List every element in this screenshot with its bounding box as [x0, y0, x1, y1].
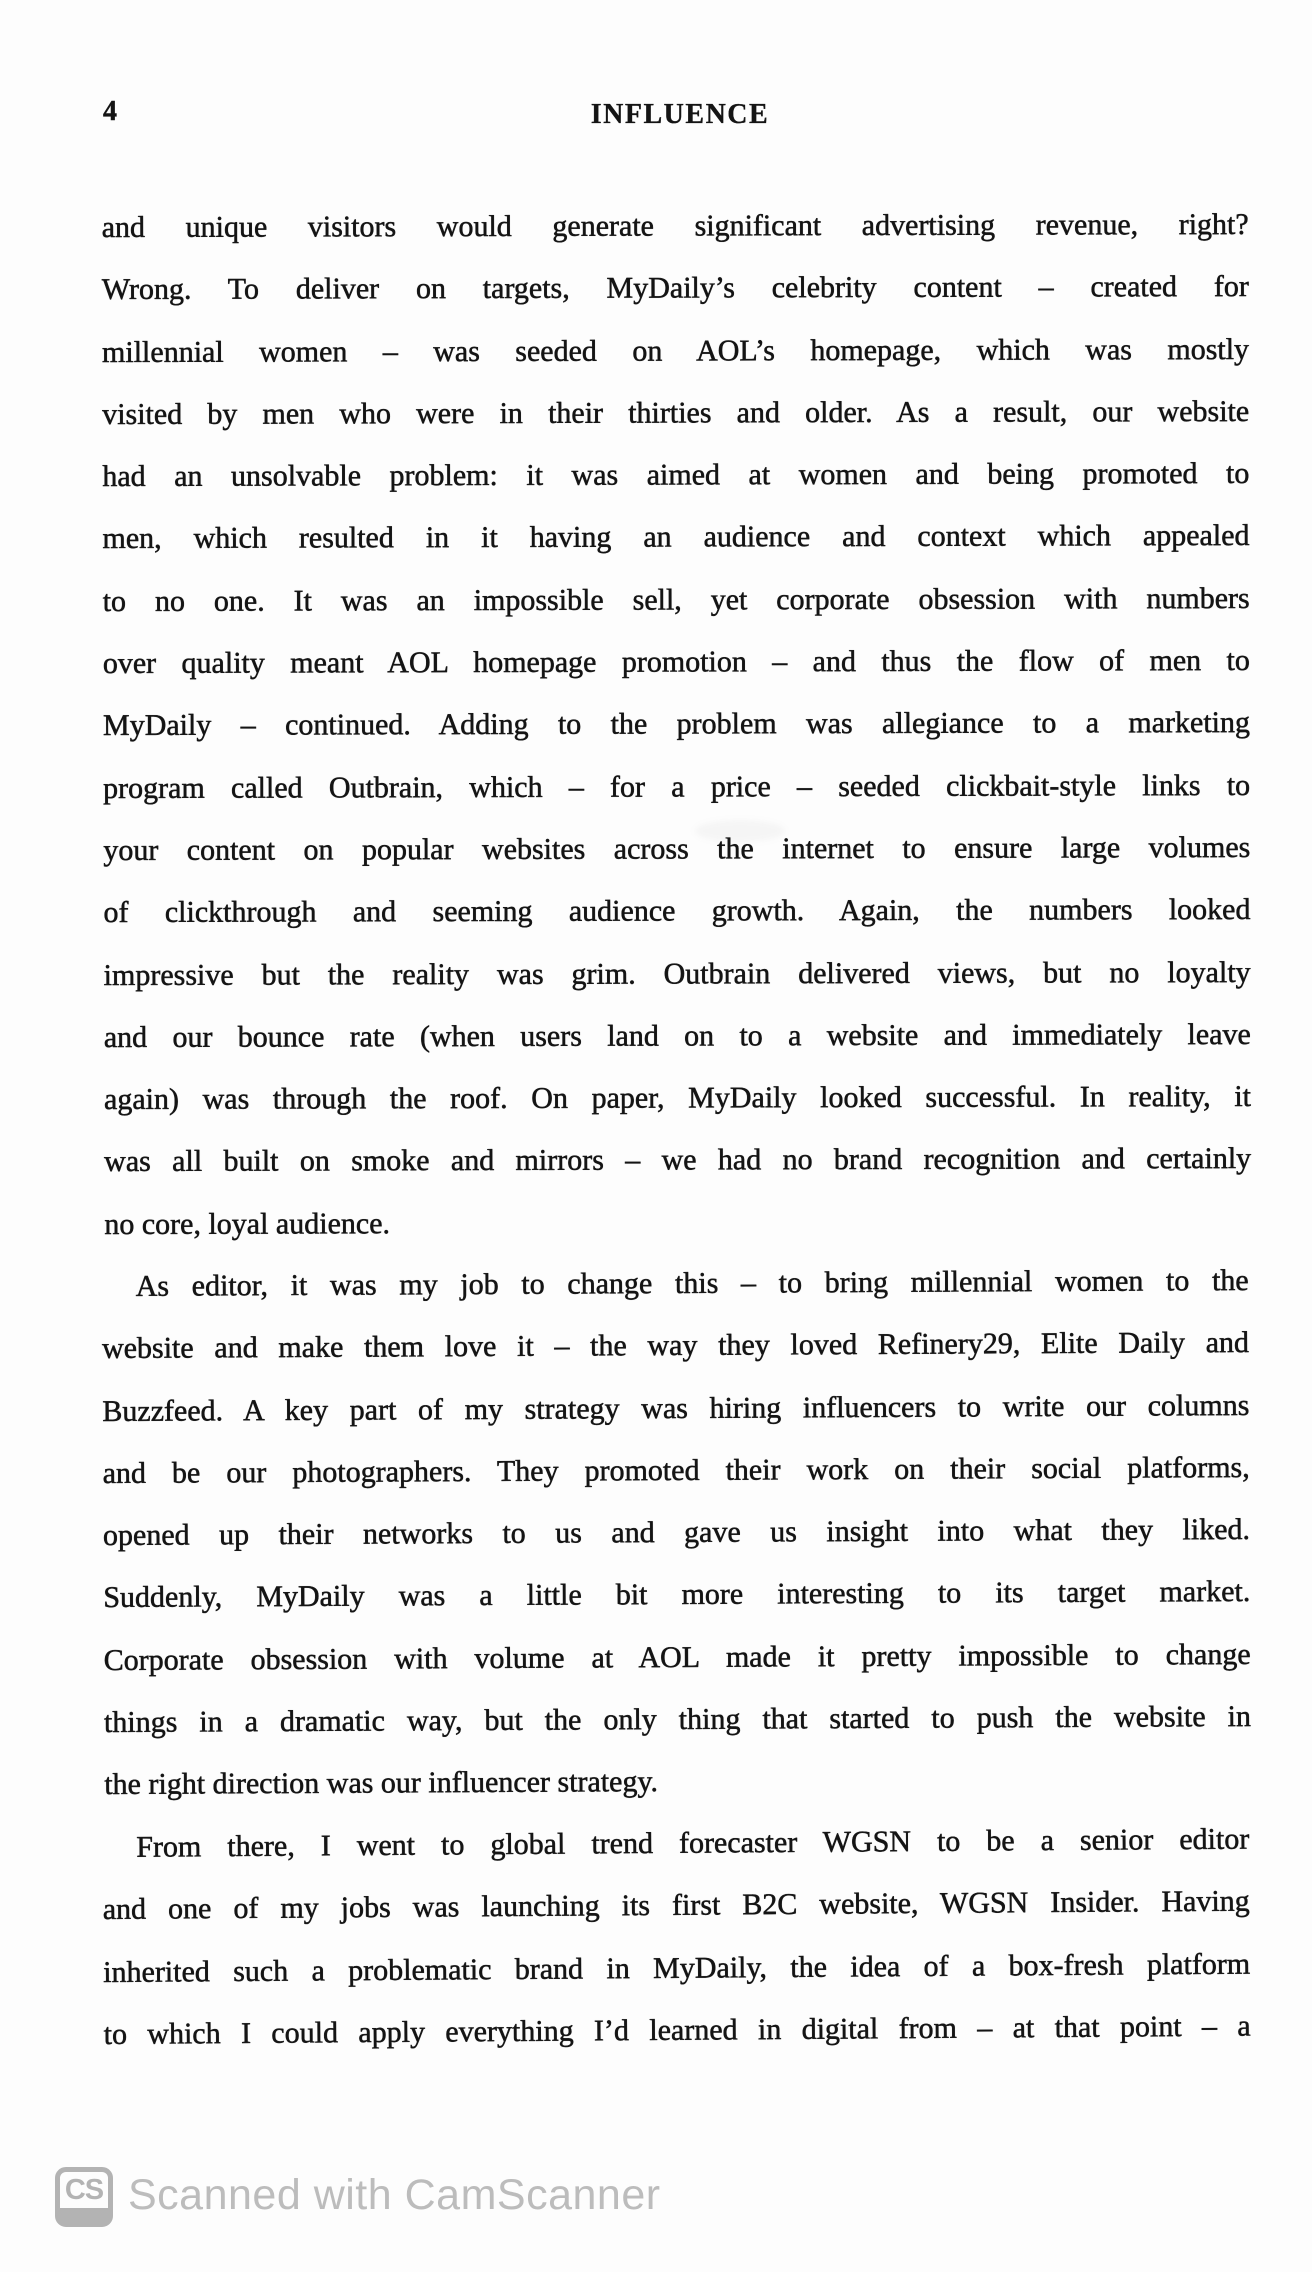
running-head: INFLUENCE	[590, 99, 770, 130]
text-line: and one of my jobs was launching its first B2C website, WGSN Insider. Having	[102, 1884, 1250, 1927]
text-line: over quality meant AOL homepage promotion – and thus the flow of men to	[102, 644, 1250, 681]
text-line: Wrong. To deliver on targets, MyDaily’s celebrity content – created for	[101, 270, 1249, 307]
camscanner-text: Scanned with CamScanner	[128, 2171, 661, 2219]
text-line: program called Outbrain, which – for a price – seeded clickbait-style links to	[103, 768, 1251, 805]
text-line: men, which resulted in it having an audience and context which appealed	[102, 519, 1250, 556]
text-line: your content on popular websites across the internet to ensure large volumes	[103, 830, 1251, 867]
text-line: to which I could apply everything I’d learned in digital from – at that point – a	[103, 2009, 1251, 2051]
camscanner-logo-icon	[55, 2167, 113, 2227]
text-line: MyDaily – continued. Adding to the problem was allegiance to a marketing	[102, 706, 1251, 743]
text-line: millennial women – was seeded on AOL’s homepage, which was mostly	[101, 332, 1250, 369]
text-line: and be our photographers. They promoted their work on their social platforms,	[102, 1450, 1250, 1490]
text-line: visited by men who were in their thirties and older. As a result, our website	[102, 394, 1250, 431]
camscanner-watermark	[0, 2150, 1312, 2272]
camscanner-logo-base	[59, 2208, 109, 2223]
paragraph	[102, 1808, 1251, 2066]
text-line: the right direction was our influencer strategy.	[104, 1765, 659, 1802]
text-line: and unique visitors would generate significant advertising revenue, right?	[101, 207, 1249, 245]
text-line: of clickthrough and seeming audience growth. Again, the numbers looked	[103, 893, 1251, 930]
text-line: website and make them love it – the way they loved Refinery29, Elite Daily and	[101, 1326, 1250, 1366]
text-line: Suddenly, MyDaily was a little bit more interesting to its target market.	[103, 1575, 1251, 1615]
text-line: opened up their networks to us and gave us insight into what they liked.	[102, 1513, 1251, 1553]
text-line: was all built on smoke and mirrors – we had no brand recognition and certainly	[104, 1142, 1252, 1179]
text-line: had an unsolvable problem: it was aimed at women and being promoted to	[102, 457, 1250, 494]
paragraph	[102, 194, 1252, 1256]
text-line: no core, loyal audience.	[104, 1207, 391, 1241]
text-line: inherited such a problematic brand in MyDaily, the idea of a box-fresh platform	[103, 1946, 1251, 1989]
text-line: Corporate obsession with volume at AOL made it pretty impossible to change	[103, 1637, 1251, 1677]
page-number: 4	[103, 96, 117, 127]
text-line: Buzzfeed. A key part of my strategy was hiring influencers to write our columns	[102, 1388, 1250, 1428]
scan-smudge	[695, 820, 785, 842]
text-line: things in a dramatic way, but the only thing that started to push the website in	[103, 1700, 1252, 1740]
paragraph	[102, 1250, 1252, 1817]
camscanner-logo-letters: CS	[64, 2174, 104, 2206]
text-line: impressive but the reality was grim. Outbrain delivered views, but no loyalty	[103, 955, 1251, 992]
body-text	[103, 197, 1250, 2066]
text-line: to no one. It was an impossible sell, yet corporate obsession with numbers	[102, 581, 1250, 618]
text-line: again) was through the roof. On paper, MyDaily looked successful. In reality, it	[103, 1080, 1252, 1117]
text-line: As editor, it was my job to change this – to bring millennial women to the	[135, 1264, 1249, 1303]
text-line: From there, I went to global trend forecaster WGSN to be a senior editor	[136, 1822, 1250, 1864]
text-line: and our bounce rate (when users land on to a website and immediately leave	[103, 1017, 1251, 1054]
